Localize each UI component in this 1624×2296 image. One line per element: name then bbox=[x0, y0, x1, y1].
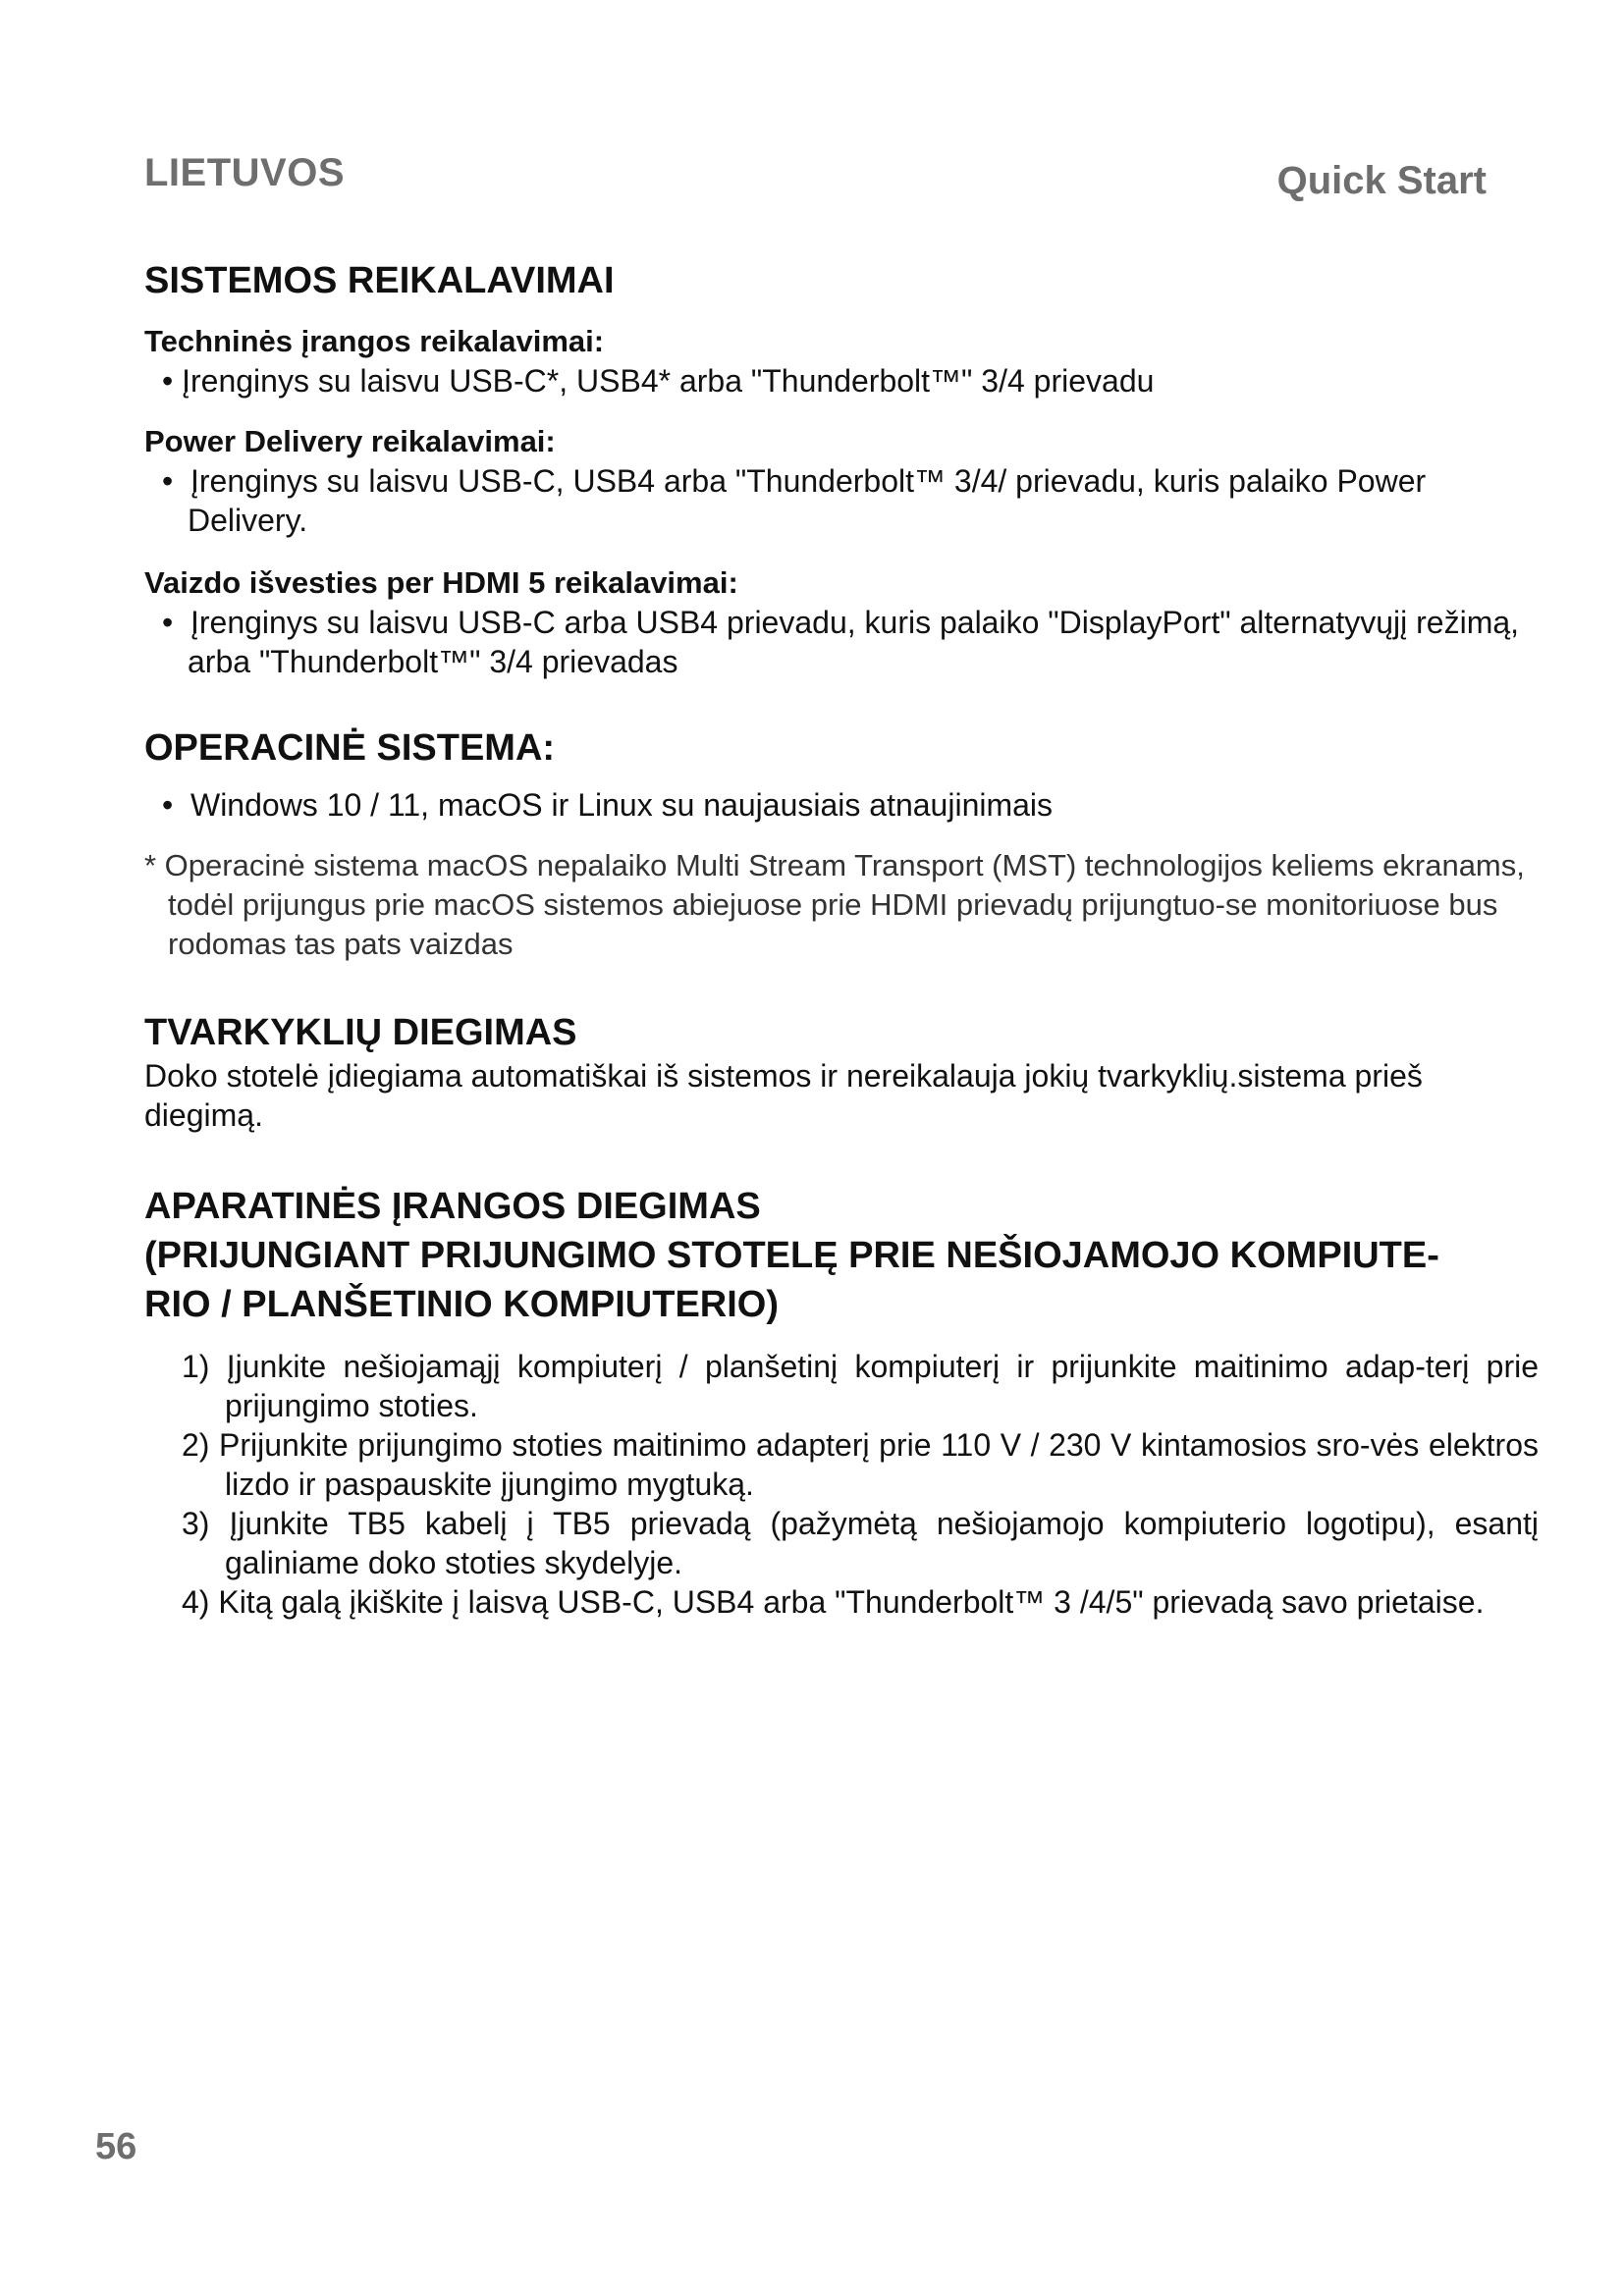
hardware-install-title-line1: APARATINĖS ĮRANGOS DIEGIMAS bbox=[144, 1186, 761, 1227]
page-number: 56 bbox=[95, 2126, 137, 2167]
step-item: 1) Įjunkite nešiojamąjį kompiuterį / planšetinį kompiuterį ir prijunkite maitinimo adap-terį prie prijungimo stoties. bbox=[182, 1349, 1539, 1423]
hardware-install-title-line3: RIO / PLANŠETINIO KOMPIUTERIO) bbox=[144, 1284, 780, 1325]
step-item: 3) Įjunkite TB5 kabelį į TB5 prievadą (pažymėtą nešiojamojo kompiuterio logotipu), esantį galiniame doko stoties skydelyje. bbox=[182, 1506, 1539, 1580]
hardware-install-title-line2: (PRIJUNGIANT PRIJUNGIMO STOTELĘ PRIE NEŠIOJAMOJO KOMPIUTE- bbox=[144, 1235, 1439, 1276]
page-content bbox=[144, 257, 1539, 1622]
step-item: 4) Kitą galą įkiškite į laisvą USB-C, USB4 arba "Thunderbolt™ 3 /4/5" prievadą savo prietaise. bbox=[182, 1584, 1485, 1620]
section-title-os: OPERACINĖ SISTEMA: bbox=[144, 727, 556, 769]
os-footnote: * Operacinė sistema macOS nepalaiko Multi Stream Transport (MST) technologijos keliems ekranams, todėl prijungus prie macOS sistemos abiejuose prie HDMI prievadų prijungtuo-se monitoriuose bus rodomas tas pats vaizdas bbox=[144, 848, 1525, 961]
list-item: • Windows 10 / 11, macOS ir Linux su naujausiais atnaujinimais bbox=[162, 787, 1054, 823]
hardware-requirements-subtitle: Techninės įrangos reikalavimai: bbox=[144, 324, 605, 358]
list-item: • Įrenginys su laisvu USB-C, USB4 arba "Thunderbolt™ 3/4/ prievadu, kuris palaiko Power Delivery. bbox=[162, 463, 1427, 538]
section-title-system-requirements: SISTEMOS REIKALAVIMAI bbox=[144, 260, 615, 301]
power-delivery-subtitle: Power Delivery reikalavimai: bbox=[144, 424, 556, 458]
drivers-text: Doko stotelė įdiegiama automatiškai iš sistemos ir nereikalauja jokių tvarkyklių.sistema prieš diegimą. bbox=[144, 1058, 1423, 1133]
section-title-hardware-install bbox=[144, 1182, 1539, 1329]
list-item: • Įrenginys su laisvu USB-C arba USB4 prievadu, kuris palaiko "DisplayPort" alternatyvųjį režimą, arba "Thunderbolt™" 3/4 prievadas bbox=[162, 605, 1520, 679]
list-item: • Įrenginys su laisvu USB-C*, USB4* arba "Thunderbolt™" 3/4 prievadu bbox=[162, 363, 1155, 399]
hdmi-requirements-subtitle: Vaizdo išvesties per HDMI 5 reikalavimai: bbox=[144, 565, 738, 600]
step-item: 2) Prijunkite prijungimo stoties maitinimo adapterį prie 110 V / 230 V kintamosios sro-vės elektros lizdo ir paspauskite įjungimo mygtuką. bbox=[182, 1427, 1539, 1502]
document-title: Quick Start bbox=[1276, 159, 1487, 202]
install-steps bbox=[144, 1347, 1539, 1622]
language-label: LIETUVOS bbox=[144, 151, 346, 194]
section-title-drivers: TVARKYKLIŲ DIEGIMAS bbox=[144, 1012, 577, 1053]
